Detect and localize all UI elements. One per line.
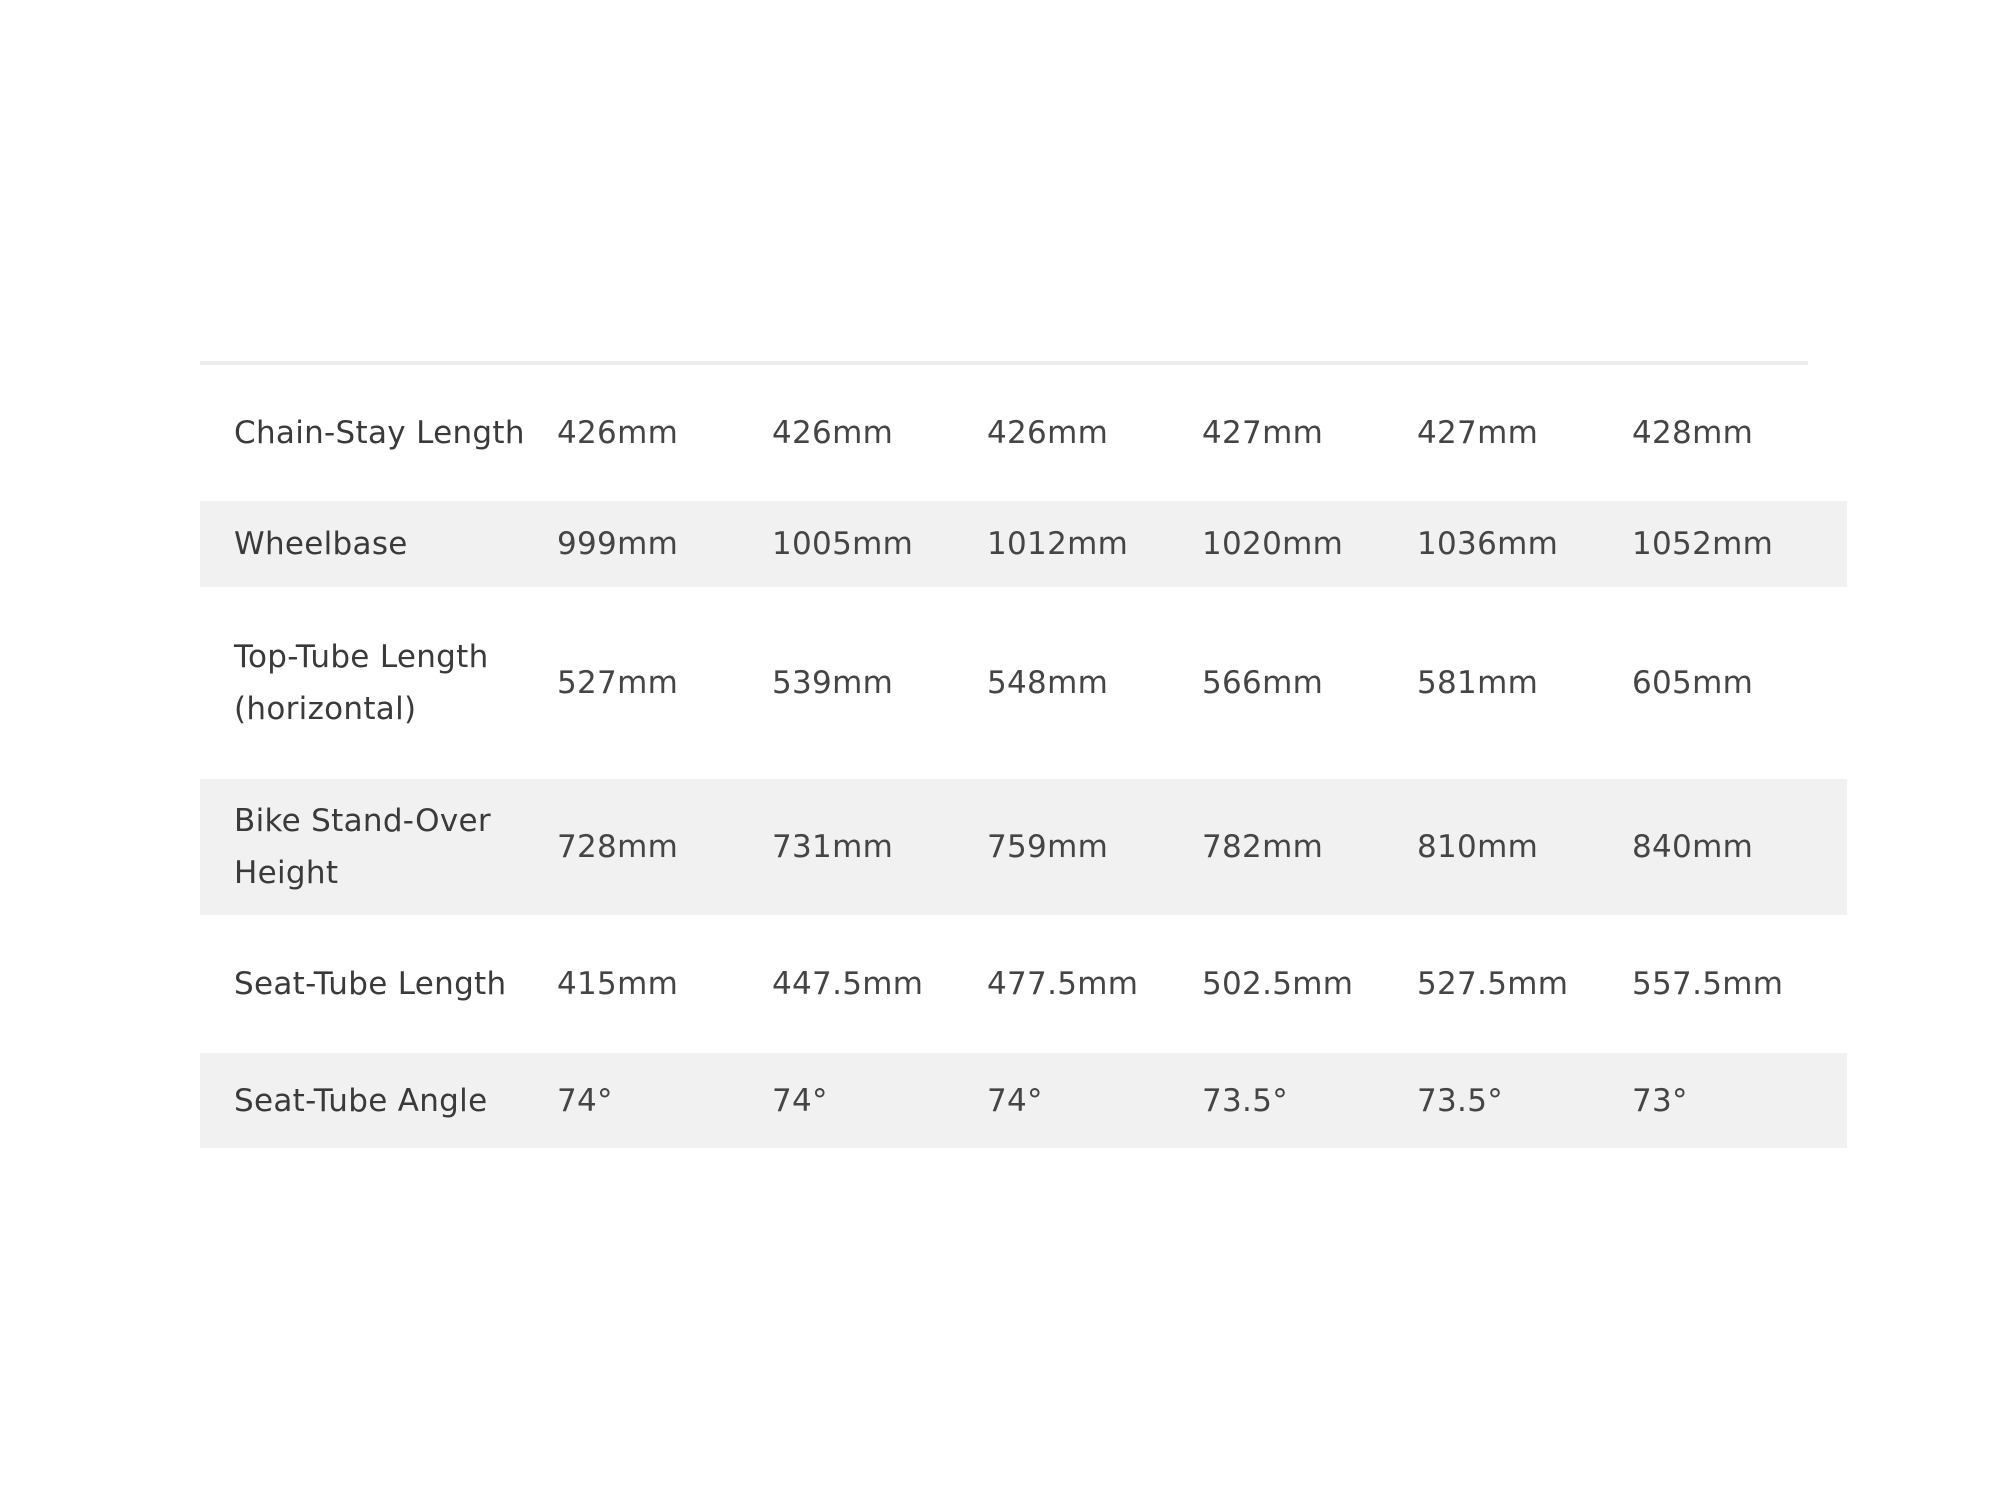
table-cell: 427mm (1202, 415, 1324, 451)
table-cell: 1036mm (1417, 501, 1632, 587)
row-label: Seat-Tube Length (234, 966, 507, 1002)
table-cell: 415mm (557, 966, 679, 1002)
row-label: Bike Stand-Over Height (200, 779, 557, 915)
row-label: Seat-Tube Angle (200, 1053, 557, 1148)
table-cell: 1005mm (772, 501, 987, 587)
table-cell: 557.5mm (1632, 966, 1784, 1002)
table-row-stand-over-height (200, 779, 1847, 915)
table-cell: 426mm (557, 415, 679, 451)
table-cell: 427mm (1417, 415, 1539, 451)
table-cell: 74° (987, 1053, 1202, 1148)
table-cell: 782mm (1202, 779, 1417, 915)
table-cell: 605mm (1632, 665, 1754, 701)
table-cell: 527.5mm (1417, 966, 1569, 1002)
table-cell: 840mm (1632, 779, 1847, 915)
table-cell: 999mm (557, 501, 772, 587)
table-cell: 581mm (1417, 665, 1539, 701)
row-label: Chain-Stay Length (234, 415, 525, 451)
table-cell: 73° (1632, 1053, 1847, 1148)
table-cell: 73.5° (1202, 1053, 1417, 1148)
table-cell: 426mm (987, 415, 1109, 451)
table-cell: 73.5° (1417, 1053, 1632, 1148)
row-label: Wheelbase (200, 501, 557, 587)
table-row-wheelbase (200, 501, 1847, 587)
table-cell: 447.5mm (772, 966, 924, 1002)
table-cell: 810mm (1417, 779, 1632, 915)
table-cell: 428mm (1632, 415, 1754, 451)
table-row-seat-tube-angle (200, 1053, 1847, 1148)
table-cell: 759mm (987, 779, 1202, 915)
table-cell: 566mm (1202, 665, 1324, 701)
geometry-table (200, 365, 1847, 1148)
table-row-chain-stay-length (200, 365, 1847, 501)
table-cell: 728mm (557, 779, 772, 915)
table-cell: 1020mm (1202, 501, 1417, 587)
geometry-table-container (200, 361, 1808, 1148)
table-cell: 502.5mm (1202, 966, 1354, 1002)
table-cell: 74° (557, 1053, 772, 1148)
table-cell: 548mm (987, 665, 1109, 701)
table-row-top-tube-length (200, 587, 1847, 779)
table-cell: 477.5mm (987, 966, 1139, 1002)
row-label: Top-Tube Length (horizontal) (234, 639, 489, 727)
table-cell: 1052mm (1632, 501, 1847, 587)
table-cell: 74° (772, 1053, 987, 1148)
table-cell: 426mm (772, 415, 894, 451)
table-cell: 539mm (772, 665, 894, 701)
table-row-seat-tube-length (200, 915, 1847, 1053)
table-cell: 527mm (557, 665, 679, 701)
table-cell: 1012mm (987, 501, 1202, 587)
table-cell: 731mm (772, 779, 987, 915)
